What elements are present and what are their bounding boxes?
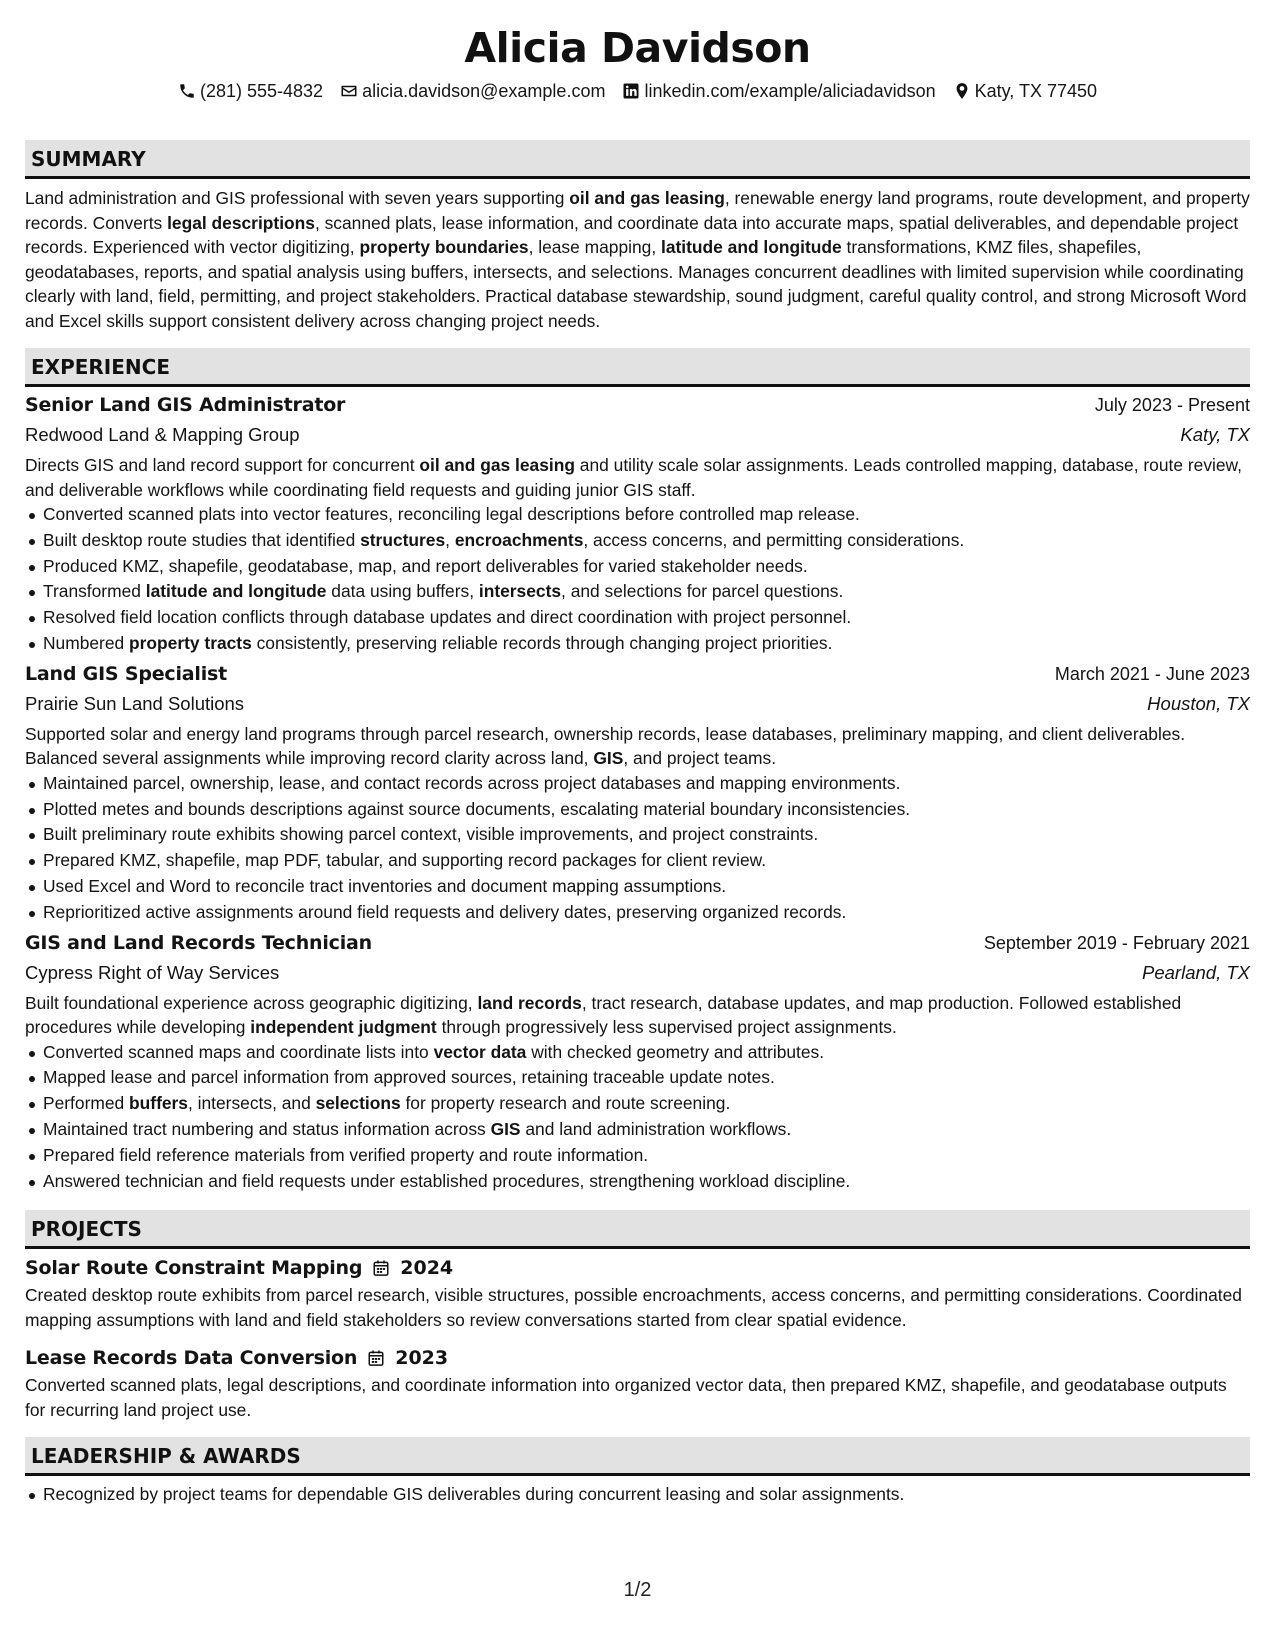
job-bullet: Mapped lease and parcel information from approved sources, retaining traceable update notes.: [43, 1065, 1250, 1091]
job-bullet: Resolved field location conflicts through database updates and direct coordination with project personnel.: [43, 605, 1250, 631]
resume-header: [25, 0, 1250, 104]
job-location: Houston, TX: [1147, 692, 1250, 714]
job-bullet: Performed buffers, intersects, and selections for property research and route screening.: [43, 1091, 1250, 1117]
job-bullet: Reprioritized active assignments around field requests and delivery dates, preserving organized records.: [43, 900, 1250, 926]
contact-linkedin: [622, 78, 935, 104]
email-link[interactable]: alicia.davidson@example.com: [362, 81, 606, 101]
job-title: Senior Land GIS Administrator: [25, 394, 346, 416]
emphasized-keyword: land records: [477, 992, 582, 1013]
summary-section: [25, 140, 1250, 333]
resume-page: [25, 0, 1250, 1508]
job-bullet: Maintained parcel, ownership, lease, and contact records across project databases and mapping environments.: [43, 771, 1250, 797]
linkedin-icon: [622, 82, 640, 100]
company-name: Prairie Sun Land Solutions: [25, 692, 245, 714]
projects-section: [25, 1210, 1250, 1422]
job-bullet: Produced KMZ, shapefile, geodatabase, map, and report deliverables for varied stakeholder needs.: [43, 554, 1250, 580]
job-location: Katy, TX: [1180, 424, 1250, 445]
page-number: 1/2: [623, 1579, 652, 1601]
job-bullet: Used Excel and Word to reconcile tract inventories and document mapping assumptions.: [43, 874, 1250, 900]
job-dates: March 2021 - June 2023: [1054, 663, 1250, 684]
project-entry: [25, 1343, 1250, 1422]
job-bullet: Converted scanned maps and coordinate lists into vector data with checked geometry and attributes.: [43, 1040, 1250, 1066]
job-entry: [25, 928, 1250, 1195]
map-pin-icon: [953, 82, 971, 100]
emphasized-keyword: GIS: [593, 748, 624, 769]
emphasized-keyword: GIS: [490, 1118, 521, 1139]
job-bullet: Prepared field reference materials from verified property and route information.: [43, 1143, 1250, 1169]
calendar-icon: [367, 1349, 385, 1367]
linkedin-link[interactable]: linkedin.com/example/aliciadavidson: [644, 81, 936, 101]
project-year: 2024: [400, 1257, 454, 1280]
phone-number[interactable]: (281) 555-4832: [199, 81, 324, 101]
job-bullets: [25, 1040, 1250, 1195]
job-bullet: Numbered property tracts consistently, preserving reliable records through changing project priorities.: [43, 631, 1250, 657]
section-heading-experience: EXPERIENCE: [25, 348, 1250, 387]
job-dates: July 2023 - Present: [1094, 395, 1250, 415]
job-bullets: [25, 502, 1250, 657]
contact-email: [340, 78, 605, 104]
section-heading-leadership: LEADERSHIP & AWARDS: [25, 1437, 1250, 1476]
location-text: Katy, TX 77450: [974, 81, 1098, 101]
emphasized-keyword: independent judgment: [250, 1017, 437, 1038]
emphasized-keyword: buffers: [129, 1093, 188, 1114]
job-bullets: [25, 771, 1250, 926]
emphasized-keyword: selections: [315, 1093, 401, 1114]
project-title: Lease Records Data Conversion: [25, 1347, 358, 1370]
job-bullet: Maintained tract numbering and status information across GIS and land administration workflows.: [43, 1117, 1250, 1143]
job-dates: September 2019 - February 2021: [983, 932, 1250, 953]
contact-location: [953, 78, 1097, 104]
project-description: Converted scanned plats, legal descriptions, and coordinate information into organized vector data, then prepared KMZ, shapefile, and geodatabase outputs for recurring land project use.: [25, 1375, 1227, 1420]
contact-phone: [178, 78, 323, 104]
emphasized-keyword: property tracts: [129, 632, 252, 653]
job-description: Supported solar and energy land programs through parcel research, ownership records, lease databases, preliminary mapping, and client deliverables. Balanced several assignments while improving record clarity across land, GIS, and project teams.: [25, 723, 1186, 769]
job-entry: [25, 390, 1250, 657]
experience-section: [25, 348, 1250, 1194]
envelope-icon: [340, 82, 358, 100]
job-title: Land GIS Specialist: [25, 662, 228, 685]
job-bullet: Built preliminary route exhibits showing parcel context, visible improvements, and project constraints.: [43, 822, 1250, 848]
company-name: Cypress Right of Way Services: [25, 961, 280, 983]
emphasized-keyword: vector data: [433, 1041, 527, 1062]
section-heading-projects: PROJECTS: [25, 1210, 1250, 1249]
job-description: Built foundational experience across geographic digitizing, land records, tract research, database updates, and map production. Followed established procedures while developing independent judgment through progressively less supervised project assignments.: [25, 992, 1182, 1038]
job-description: Directs GIS and land record support for concurrent oil and gas leasing and utility scale solar assignments. Leads controlled mapping, database, route review, and deliverable workflows while coordinating field requests and guiding junior GIS staff.: [25, 455, 1242, 500]
emphasized-keyword: encroachments: [454, 529, 584, 550]
company-name: Redwood Land & Mapping Group: [25, 424, 300, 445]
calendar-icon: [372, 1259, 390, 1277]
project-entry: [25, 1253, 1250, 1332]
job-entry: [25, 659, 1250, 926]
contact-line: [25, 78, 1250, 104]
emphasized-keyword: intersects: [478, 581, 562, 602]
leadership-bullet: Recognized by project teams for dependable GIS deliverables during concurrent leasing and solar assignments.: [43, 1482, 1250, 1508]
job-bullet: Plotted metes and bounds descriptions against source documents, escalating material boundary inconsistencies.: [43, 797, 1250, 823]
job-bullet: Transformed latitude and longitude data using buffers, intersects, and selections for parcel questions.: [43, 579, 1250, 605]
emphasized-keyword: latitude and longitude: [145, 581, 327, 602]
emphasized-keyword: oil and gas leasing: [419, 455, 575, 475]
job-title: GIS and Land Records Technician: [25, 931, 372, 954]
candidate-name: Alicia Davidson: [464, 24, 811, 72]
summary-text: Land administration and GIS professional with seven years supporting oil and gas leasing, renewable energy land programs, route development, and property records. Converts legal descriptions, scanned plats, lease information, and coordinate data into accurate maps, spatial deliverables, and dependable project records. Experienced with vector digitizing, property boundaries, lease mapping, latitude and longitude transformations, KMZ files, shapefiles, geodatabases, reports, and spatial analysis using buffers, intersects, and selections. Manages concurrent deadlines with limited supervision while coordinating clearly with land, field, permitting, and project stakeholders. Practical database stewardship, sound judgment, careful quality control, and strong Microsoft Word and Excel skills support consistent delivery across changing project needs.: [25, 188, 1250, 331]
job-bullet: Built desktop route studies that identified structures, encroachments, access concerns, and permitting considerations.: [43, 528, 1250, 554]
emphasized-keyword: latitude and longitude: [661, 237, 842, 257]
phone-icon: [178, 82, 196, 100]
job-bullet: Prepared KMZ, shapefile, map PDF, tabular, and supporting record packages for client review.: [43, 848, 1250, 874]
emphasized-keyword: property boundaries: [359, 237, 529, 257]
emphasized-keyword: oil and gas leasing: [569, 188, 725, 208]
project-title: Solar Route Constraint Mapping: [25, 1257, 363, 1280]
leadership-section: [25, 1437, 1250, 1508]
leadership-bullets: [25, 1482, 1250, 1508]
job-location: Pearland, TX: [1142, 961, 1250, 983]
emphasized-keyword: structures: [360, 529, 446, 550]
job-bullet: Answered technician and field requests under established procedures, strengthening workload discipline.: [43, 1169, 1250, 1195]
emphasized-keyword: legal descriptions: [167, 212, 315, 233]
project-description: Created desktop route exhibits from parcel research, visible structures, possible encroachments, access concerns, and permitting considerations. Coordinated mapping assumptions with land and field stakeholders so review conversations started from clear spatial evidence.: [25, 1285, 1242, 1330]
job-bullet: Converted scanned plats into vector features, reconciling legal descriptions before controlled map release.: [43, 502, 1250, 528]
project-year: 2023: [395, 1347, 449, 1370]
section-heading-summary: SUMMARY: [25, 140, 1250, 179]
